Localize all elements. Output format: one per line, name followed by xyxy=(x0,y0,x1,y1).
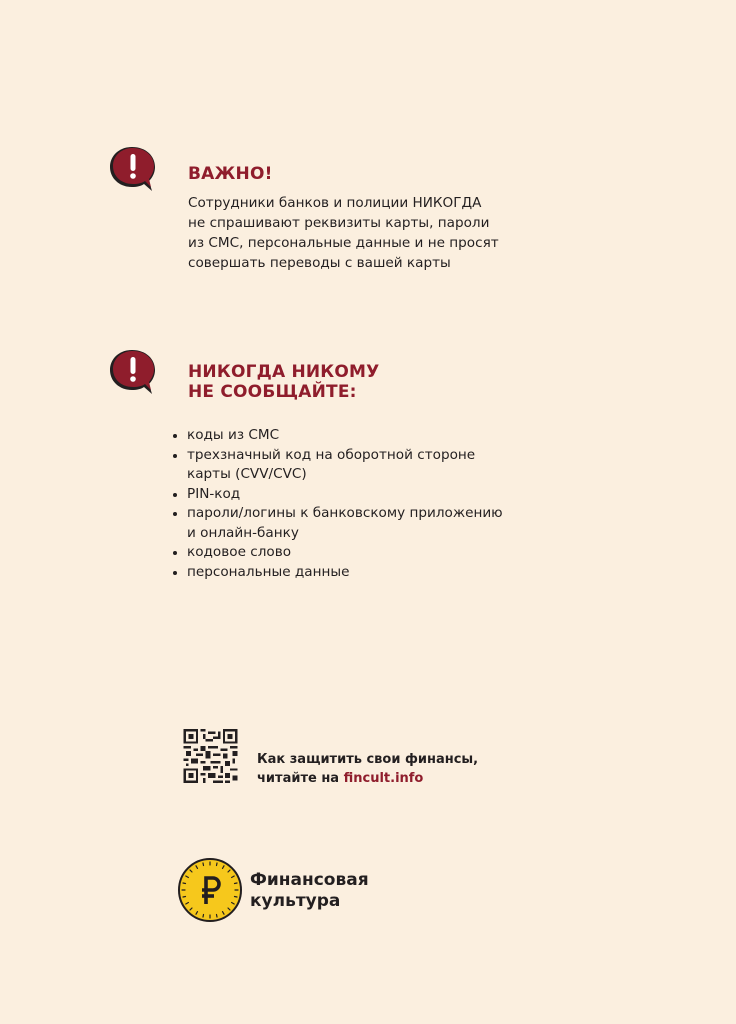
exclamation-speech-bubble-icon xyxy=(106,144,160,196)
important-line-2: не спрашивают реквизиты карты, пароли xyxy=(188,215,490,231)
fincult-link[interactable]: fincult.info xyxy=(343,771,424,786)
logo-line-1: Финансовая xyxy=(250,870,369,890)
exclamation-speech-bubble-icon xyxy=(106,347,160,399)
important-line-4: совершать переводы с вашей карты xyxy=(188,255,451,271)
important-title: ВАЖНО! xyxy=(188,164,273,184)
list-item: коды из СМС xyxy=(173,426,503,446)
important-line-3: из СМС, персональные данные и не просят xyxy=(188,235,499,251)
logo-line-2: культура xyxy=(250,891,341,911)
qr-caption xyxy=(257,750,478,788)
list-item: трехзначный код на оборотной стороне карты (CVV/CVC) xyxy=(173,446,503,485)
qr-code[interactable] xyxy=(183,729,238,783)
logo-text xyxy=(250,870,369,912)
qr-code-icon xyxy=(183,729,238,783)
qr-caption-line-2 xyxy=(257,769,478,788)
list-item: пароли/логины к банковскому приложению и онлайн-банку xyxy=(173,504,503,543)
warning-bubble-icon-1 xyxy=(106,144,160,196)
important-body xyxy=(188,193,499,273)
qr-caption-line-1: Как защитить свои финансы, xyxy=(257,752,479,767)
qr-caption-prefix: читайте на xyxy=(257,771,344,786)
list-item: PIN-код xyxy=(173,485,503,505)
list-item: кодовое слово xyxy=(173,543,503,563)
list-item: персональные данные xyxy=(173,563,503,583)
never-title xyxy=(188,362,379,402)
warning-bubble-icon-2 xyxy=(106,347,160,399)
important-line-1: Сотрудники банков и полиции НИКОГДА xyxy=(188,195,482,211)
never-title-line-1: НИКОГДА НИКОМУ xyxy=(188,362,380,382)
never-title-line-2: НЕ СООБЩАЙТЕ: xyxy=(188,382,357,402)
fincult-logo xyxy=(177,857,243,923)
ruble-coin-icon xyxy=(177,857,243,923)
never-share-list xyxy=(173,426,503,582)
